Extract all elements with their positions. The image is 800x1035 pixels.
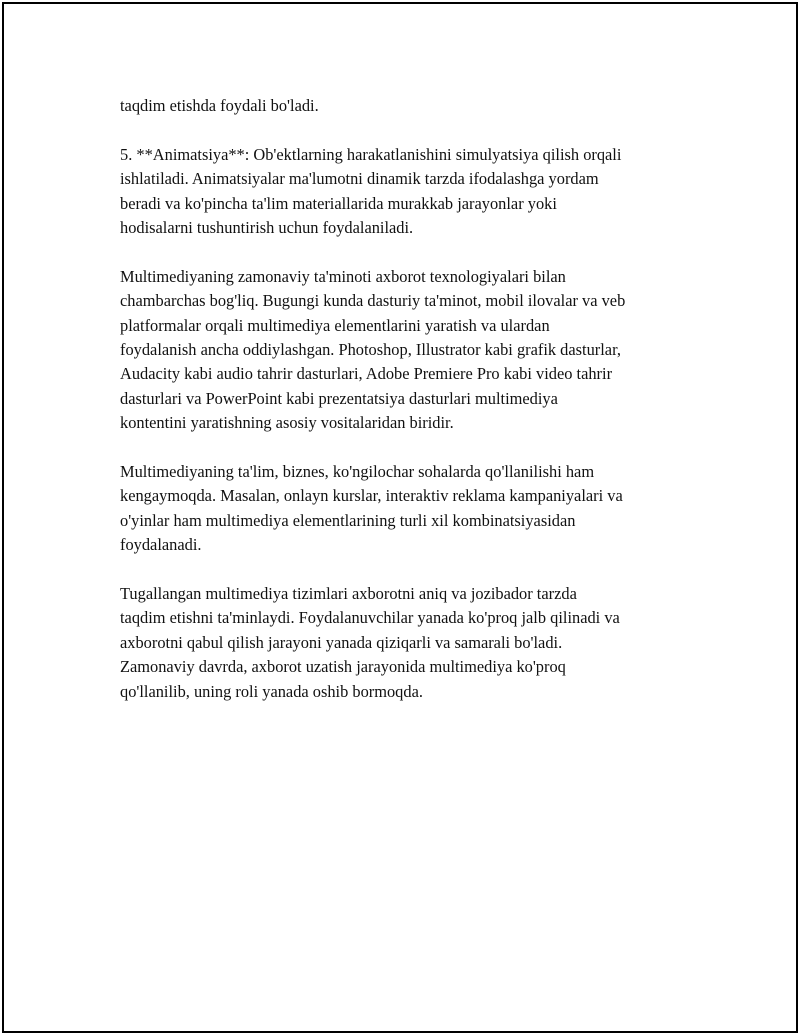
paragraph-modern-support: Multimediyaning zamonaviy ta'minoti axborot texnologiyalari bilan chambarchas bog'liq. Bugungi kunda dasturiy ta'minot, mobil ilovalar va veb platformalar orqali multimediya elementlarini yaratish va ulardan foydalanish ancha oddiylashgan. Photoshop, Illustrator kabi grafik dasturlar, Audacity kabi audio tahrir dasturlari, Adobe Premiere Pro kabi video tahrir dasturlari va PowerPoint kabi prezentatsiya dasturlari multimediya kontentini yaratishning asosiy vositalaridan biridir. <box>120 266 626 433</box>
paragraph-continuation: taqdim etishda foydali bo'ladi. <box>120 96 319 115</box>
paragraph-conclusion: Tugallangan multimediya tizimlari axborotni aniq va jozibador tarzda taqdim etishni ta'minlaydi. Foydalanuvchilar yanada ko'proq jalb qilinadi va axborotni qabul qilish jarayoni yanada qiziqarli va samarali bo'ladi. Zamonaviy davrda, axborot uzatish jarayonida multimediya ko'proq qo'llanilib, uning roli yanada oshib bormoqda. <box>120 584 620 701</box>
document-page <box>2 2 798 1033</box>
document-body <box>120 94 700 728</box>
paragraph-applications: Multimediyaning ta'lim, biznes, ko'ngilochar sohalarda qo'llanilishi ham kengaymoqda. Masalan, onlayn kurslar, interaktiv reklama kampaniyalari va o'yinlar ham multimediya elementlarining turli xil kombinatsiyasidan foydalanadi. <box>120 462 623 555</box>
paragraph-animation: 5. **Animatsiya**: Ob'ektlarning harakatlanishini simulyatsiya qilish orqali ishlatiladi. Animatsiyalar ma'lumotni dinamik tarzda ifodalashga yordam beradi va ko'pincha ta'lim materiallarida murakkab jarayonlar yoki hodisalarni tushuntirish uchun foydalaniladi. <box>120 144 622 238</box>
